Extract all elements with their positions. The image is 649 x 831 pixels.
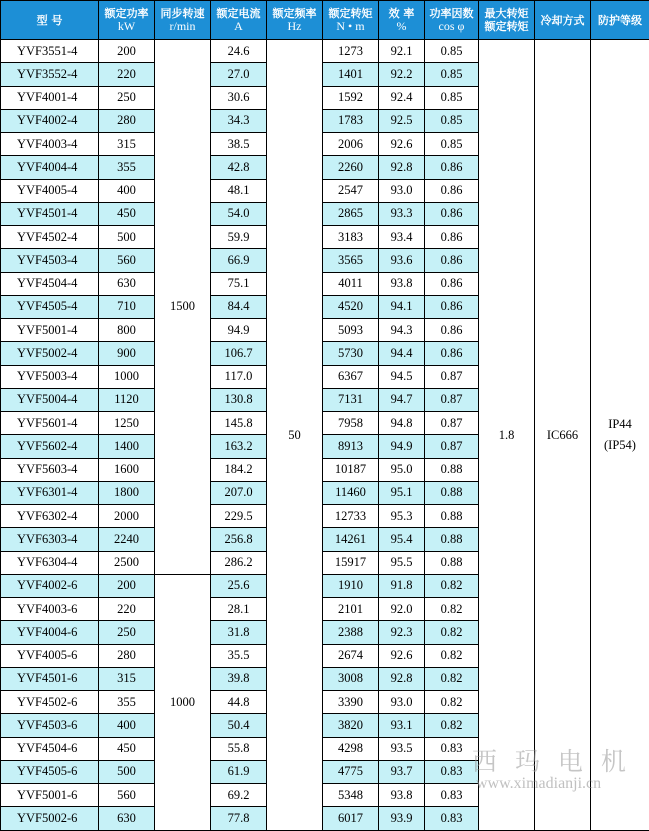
model-cell: YVF4502-4 — [1, 226, 99, 249]
efficiency-cell: 93.8 — [379, 272, 425, 295]
efficiency-cell: 92.3 — [379, 621, 425, 644]
torque-cell: 2388 — [323, 621, 379, 644]
power-factor-cell: 0.86 — [425, 249, 479, 272]
header-frequency: 额定频率 Hz — [267, 1, 323, 40]
efficiency-cell: 92.8 — [379, 667, 425, 690]
torque-cell: 5093 — [323, 319, 379, 342]
torque-cell: 3183 — [323, 226, 379, 249]
model-cell: YVF5603-4 — [1, 458, 99, 481]
efficiency-cell: 93.0 — [379, 691, 425, 714]
max-torque-ratio-cell: 1.8 — [479, 40, 535, 831]
current-cell: 256.8 — [211, 528, 267, 551]
efficiency-cell: 93.3 — [379, 202, 425, 225]
power-cell: 220 — [99, 598, 155, 621]
current-cell: 34.3 — [211, 109, 267, 132]
power-cell: 220 — [99, 63, 155, 86]
power-cell: 450 — [99, 737, 155, 760]
power-cell: 250 — [99, 86, 155, 109]
efficiency-cell: 93.0 — [379, 179, 425, 202]
current-cell: 55.8 — [211, 737, 267, 760]
model-cell: YVF4003-6 — [1, 598, 99, 621]
power-cell: 800 — [99, 319, 155, 342]
torque-cell: 10187 — [323, 458, 379, 481]
efficiency-cell: 92.2 — [379, 63, 425, 86]
torque-cell: 1910 — [323, 574, 379, 597]
power-factor-cell: 0.85 — [425, 63, 479, 86]
protection-value: IP44 — [608, 417, 632, 431]
header-current: 额定电流 A — [211, 1, 267, 40]
model-cell: YVF4502-6 — [1, 691, 99, 714]
power-cell: 355 — [99, 691, 155, 714]
power-cell: 200 — [99, 40, 155, 63]
current-cell: 117.0 — [211, 365, 267, 388]
power-cell: 450 — [99, 202, 155, 225]
torque-cell: 12733 — [323, 505, 379, 528]
torque-cell: 1783 — [323, 109, 379, 132]
torque-cell: 3565 — [323, 249, 379, 272]
efficiency-cell: 94.3 — [379, 319, 425, 342]
power-factor-cell: 0.85 — [425, 40, 479, 63]
speed-cell-6pole: 1000 — [155, 574, 211, 830]
power-cell: 630 — [99, 807, 155, 831]
header-max-torque-ratio: 最大转矩 额定转矩 — [479, 1, 535, 40]
power-cell: 280 — [99, 109, 155, 132]
current-cell: 61.9 — [211, 760, 267, 783]
model-cell: YVF4504-6 — [1, 737, 99, 760]
efficiency-cell: 93.1 — [379, 714, 425, 737]
torque-cell: 2865 — [323, 202, 379, 225]
efficiency-cell: 94.4 — [379, 342, 425, 365]
current-cell: 28.1 — [211, 598, 267, 621]
power-cell: 560 — [99, 249, 155, 272]
power-cell: 1120 — [99, 388, 155, 411]
efficiency-cell: 92.4 — [379, 86, 425, 109]
power-factor-cell: 0.86 — [425, 226, 479, 249]
efficiency-cell: 95.3 — [379, 505, 425, 528]
model-cell: YVF4503-4 — [1, 249, 99, 272]
speed-cell-4pole: 1500 — [155, 40, 211, 575]
power-cell: 400 — [99, 179, 155, 202]
header-row — [1, 1, 649, 40]
model-cell: YVF4004-4 — [1, 156, 99, 179]
torque-cell: 5730 — [323, 342, 379, 365]
current-cell: 27.0 — [211, 63, 267, 86]
power-factor-cell: 0.83 — [425, 760, 479, 783]
frequency-cell: 50 — [267, 40, 323, 831]
header-power: 额定功率 kW — [99, 1, 155, 40]
model-cell: YVF6303-4 — [1, 528, 99, 551]
efficiency-cell: 94.8 — [379, 412, 425, 435]
power-cell: 2000 — [99, 505, 155, 528]
current-cell: 66.9 — [211, 249, 267, 272]
torque-cell: 4298 — [323, 737, 379, 760]
power-factor-cell: 0.88 — [425, 505, 479, 528]
current-cell: 75.1 — [211, 272, 267, 295]
efficiency-cell: 93.9 — [379, 807, 425, 831]
header-model: 型 号 — [1, 1, 99, 40]
current-cell: 42.8 — [211, 156, 267, 179]
power-factor-cell: 0.82 — [425, 621, 479, 644]
power-cell: 500 — [99, 760, 155, 783]
torque-cell: 6017 — [323, 807, 379, 831]
efficiency-cell: 94.5 — [379, 365, 425, 388]
model-cell: YVF5001-6 — [1, 784, 99, 807]
torque-cell: 1273 — [323, 40, 379, 63]
power-cell: 250 — [99, 621, 155, 644]
current-cell: 50.4 — [211, 714, 267, 737]
model-cell: YVF3552-4 — [1, 63, 99, 86]
header-speed: 同步转速 r/min — [155, 1, 211, 40]
efficiency-cell: 95.4 — [379, 528, 425, 551]
power-cell: 1250 — [99, 412, 155, 435]
power-factor-cell: 0.87 — [425, 388, 479, 411]
torque-cell: 1592 — [323, 86, 379, 109]
watermark-text: 西 玛 电 机 — [472, 747, 631, 776]
power-factor-cell: 0.88 — [425, 528, 479, 551]
current-cell: 39.8 — [211, 667, 267, 690]
model-cell: YVF4505-6 — [1, 760, 99, 783]
current-cell: 38.5 — [211, 133, 267, 156]
power-factor-cell: 0.82 — [425, 574, 479, 597]
power-cell: 1600 — [99, 458, 155, 481]
power-factor-cell: 0.86 — [425, 342, 479, 365]
model-cell: YVF4003-4 — [1, 133, 99, 156]
table-row — [1, 40, 649, 63]
power-cell: 355 — [99, 156, 155, 179]
current-cell: 44.8 — [211, 691, 267, 714]
torque-cell: 7131 — [323, 388, 379, 411]
power-cell: 2500 — [99, 551, 155, 574]
power-cell: 315 — [99, 667, 155, 690]
torque-cell: 3390 — [323, 691, 379, 714]
efficiency-cell: 93.4 — [379, 226, 425, 249]
header-efficiency: 效 率 % — [379, 1, 425, 40]
efficiency-cell: 95.5 — [379, 551, 425, 574]
power-cell: 1800 — [99, 481, 155, 504]
current-cell: 130.8 — [211, 388, 267, 411]
model-cell: YVF3551-4 — [1, 40, 99, 63]
torque-cell: 14261 — [323, 528, 379, 551]
current-cell: 286.2 — [211, 551, 267, 574]
efficiency-cell: 92.8 — [379, 156, 425, 179]
torque-cell: 4775 — [323, 760, 379, 783]
power-factor-cell: 0.88 — [425, 458, 479, 481]
power-factor-cell: 0.88 — [425, 551, 479, 574]
header-cooling: 冷却方式 — [535, 1, 591, 40]
power-cell: 280 — [99, 644, 155, 667]
efficiency-cell: 92.6 — [379, 133, 425, 156]
current-cell: 184.2 — [211, 458, 267, 481]
power-factor-cell: 0.87 — [425, 435, 479, 458]
power-factor-cell: 0.87 — [425, 412, 479, 435]
current-cell: 30.6 — [211, 86, 267, 109]
power-factor-cell: 0.82 — [425, 598, 479, 621]
efficiency-cell: 94.7 — [379, 388, 425, 411]
efficiency-cell: 93.7 — [379, 760, 425, 783]
efficiency-cell: 93.5 — [379, 737, 425, 760]
model-cell: YVF5601-4 — [1, 412, 99, 435]
power-factor-cell: 0.85 — [425, 133, 479, 156]
power-cell: 630 — [99, 272, 155, 295]
torque-cell: 1401 — [323, 63, 379, 86]
model-cell: YVF4001-4 — [1, 86, 99, 109]
current-cell: 163.2 — [211, 435, 267, 458]
torque-cell: 8913 — [323, 435, 379, 458]
model-cell: YVF5002-6 — [1, 807, 99, 831]
torque-cell: 11460 — [323, 481, 379, 504]
current-cell: 54.0 — [211, 202, 267, 225]
model-cell: YVF4005-4 — [1, 179, 99, 202]
power-factor-cell: 0.82 — [425, 714, 479, 737]
power-factor-cell: 0.83 — [425, 807, 479, 831]
current-cell: 24.6 — [211, 40, 267, 63]
current-cell: 35.5 — [211, 644, 267, 667]
model-cell: YVF4504-4 — [1, 272, 99, 295]
torque-cell: 2101 — [323, 598, 379, 621]
torque-cell: 4011 — [323, 272, 379, 295]
efficiency-cell: 94.9 — [379, 435, 425, 458]
model-cell: YVF6302-4 — [1, 505, 99, 528]
current-cell: 229.5 — [211, 505, 267, 528]
torque-cell: 2006 — [323, 133, 379, 156]
model-cell: YVF5602-4 — [1, 435, 99, 458]
efficiency-cell: 92.6 — [379, 644, 425, 667]
header-power-factor: 功率因数 cos φ — [425, 1, 479, 40]
power-factor-cell: 0.83 — [425, 737, 479, 760]
power-factor-cell: 0.85 — [425, 109, 479, 132]
header-protection: 防护等级 — [591, 1, 649, 40]
torque-cell: 6367 — [323, 365, 379, 388]
torque-cell: 2260 — [323, 156, 379, 179]
efficiency-cell: 92.1 — [379, 40, 425, 63]
power-cell: 710 — [99, 295, 155, 318]
model-cell: YVF5003-4 — [1, 365, 99, 388]
power-factor-cell: 0.82 — [425, 667, 479, 690]
model-cell: YVF4002-4 — [1, 109, 99, 132]
model-cell: YVF4002-6 — [1, 574, 99, 597]
current-cell: 106.7 — [211, 342, 267, 365]
torque-cell: 2674 — [323, 644, 379, 667]
efficiency-cell: 94.1 — [379, 295, 425, 318]
model-cell: YVF5004-4 — [1, 388, 99, 411]
power-factor-cell: 0.87 — [425, 365, 479, 388]
cooling-cell: IC666 — [535, 40, 591, 831]
torque-cell: 3820 — [323, 714, 379, 737]
power-factor-cell: 0.82 — [425, 644, 479, 667]
power-factor-cell: 0.83 — [425, 784, 479, 807]
power-cell: 2240 — [99, 528, 155, 551]
model-cell: YVF5002-4 — [1, 342, 99, 365]
power-factor-cell: 0.86 — [425, 202, 479, 225]
header-torque: 额定转矩 N • m — [323, 1, 379, 40]
power-factor-cell: 0.86 — [425, 295, 479, 318]
current-cell: 94.9 — [211, 319, 267, 342]
current-cell: 48.1 — [211, 179, 267, 202]
protection-cell — [591, 40, 649, 831]
efficiency-cell: 91.8 — [379, 574, 425, 597]
power-cell: 315 — [99, 133, 155, 156]
power-cell: 900 — [99, 342, 155, 365]
torque-cell: 3008 — [323, 667, 379, 690]
power-cell: 400 — [99, 714, 155, 737]
torque-cell: 7958 — [323, 412, 379, 435]
current-cell: 59.9 — [211, 226, 267, 249]
power-cell: 200 — [99, 574, 155, 597]
power-cell: 560 — [99, 784, 155, 807]
model-cell: YVF6304-4 — [1, 551, 99, 574]
torque-cell: 4520 — [323, 295, 379, 318]
power-cell: 500 — [99, 226, 155, 249]
current-cell: 69.2 — [211, 784, 267, 807]
model-cell: YVF4501-4 — [1, 202, 99, 225]
efficiency-cell: 95.0 — [379, 458, 425, 481]
model-cell: YVF4505-4 — [1, 295, 99, 318]
table-body — [1, 40, 649, 831]
model-cell: YVF4503-6 — [1, 714, 99, 737]
power-cell: 1400 — [99, 435, 155, 458]
model-cell: YVF4501-6 — [1, 667, 99, 690]
current-cell: 145.8 — [211, 412, 267, 435]
protection-alt-value: (IP54) — [604, 438, 636, 452]
current-cell: 84.4 — [211, 295, 267, 318]
current-cell: 31.8 — [211, 621, 267, 644]
power-factor-cell: 0.85 — [425, 86, 479, 109]
efficiency-cell: 92.0 — [379, 598, 425, 621]
current-cell: 25.6 — [211, 574, 267, 597]
model-cell: YVF4004-6 — [1, 621, 99, 644]
watermark-url: www.ximadianji.cn — [476, 775, 602, 792]
model-cell: YVF4005-6 — [1, 644, 99, 667]
efficiency-cell: 92.5 — [379, 109, 425, 132]
torque-cell: 15917 — [323, 551, 379, 574]
model-cell: YVF5001-4 — [1, 319, 99, 342]
efficiency-cell: 95.1 — [379, 481, 425, 504]
efficiency-cell: 93.6 — [379, 249, 425, 272]
efficiency-cell: 93.8 — [379, 784, 425, 807]
torque-cell: 2547 — [323, 179, 379, 202]
power-factor-cell: 0.82 — [425, 691, 479, 714]
current-cell: 207.0 — [211, 481, 267, 504]
power-cell: 1000 — [99, 365, 155, 388]
torque-cell: 5348 — [323, 784, 379, 807]
power-factor-cell: 0.86 — [425, 179, 479, 202]
power-factor-cell: 0.86 — [425, 156, 479, 179]
model-cell: YVF6301-4 — [1, 481, 99, 504]
current-cell: 77.8 — [211, 807, 267, 831]
power-factor-cell: 0.86 — [425, 272, 479, 295]
power-factor-cell: 0.88 — [425, 481, 479, 504]
power-factor-cell: 0.86 — [425, 319, 479, 342]
